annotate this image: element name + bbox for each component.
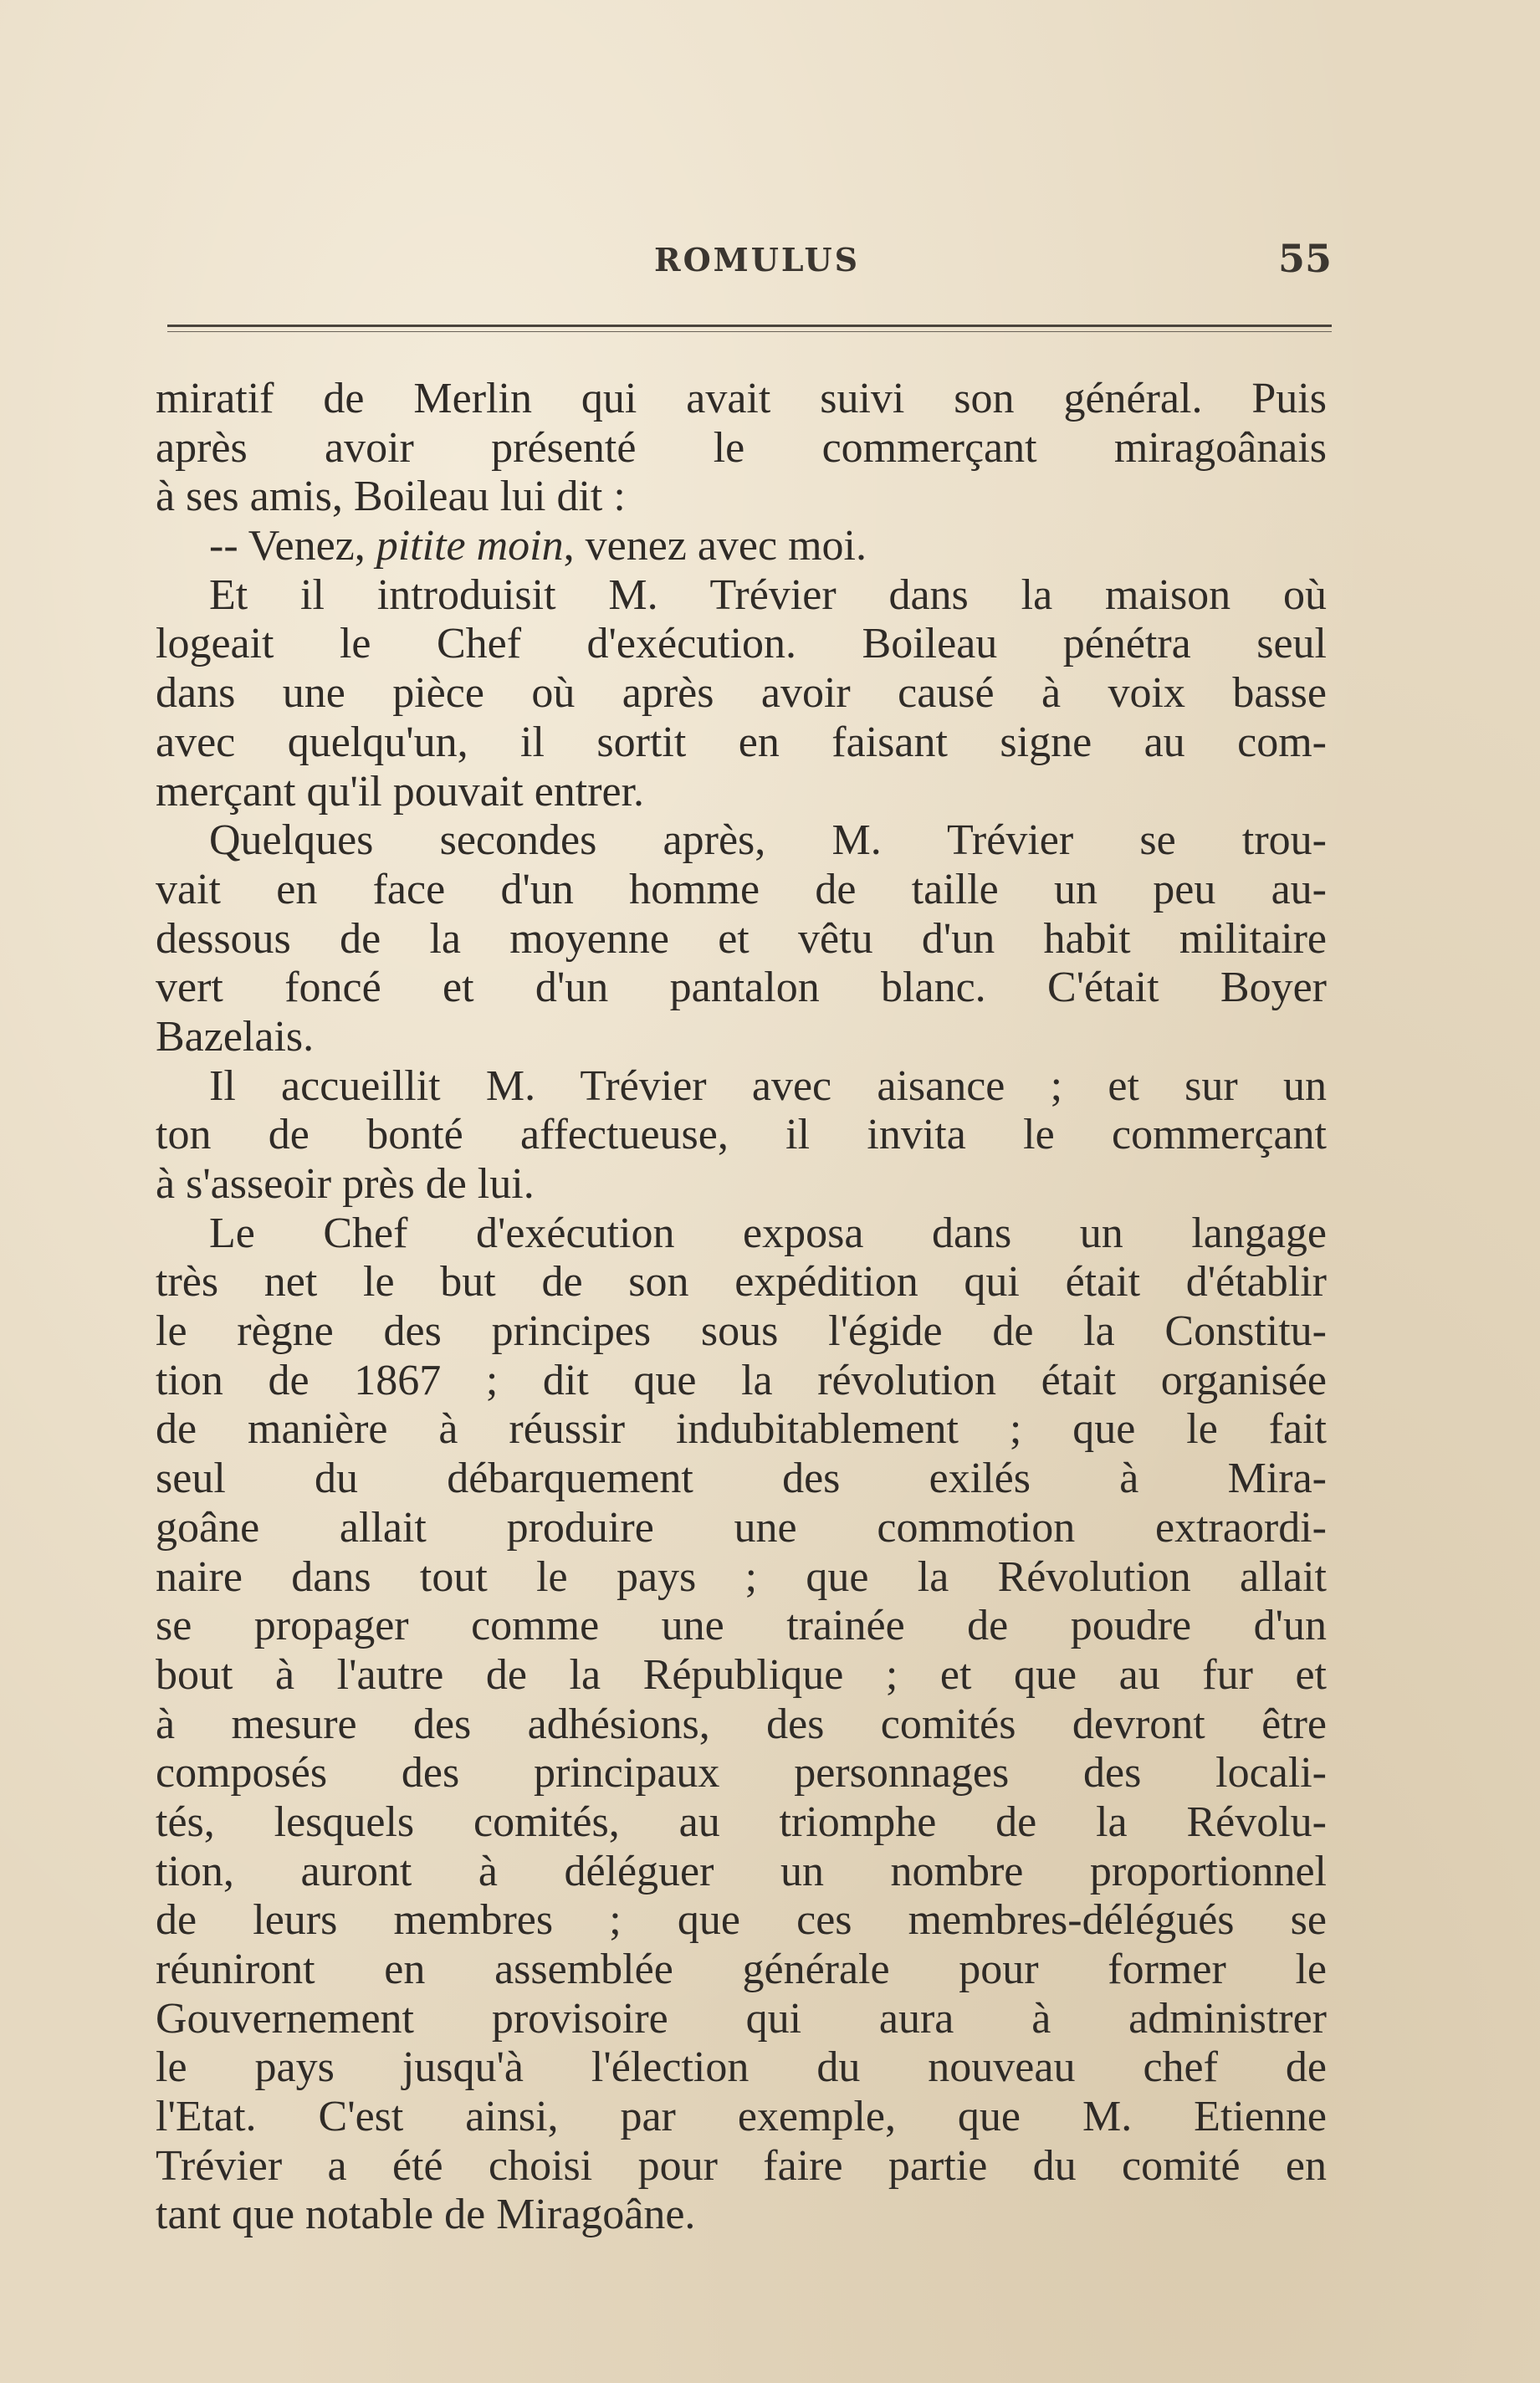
body-text [156,375,1327,2240]
text-line: seul du débarquement des exilés à Mira- [156,1455,1327,1503]
text-line: se propager comme une trainée de poudre d'un [156,1602,1327,1650]
text-line: Il accueillit M. Trévier avec aisance ; et sur un [209,1061,1327,1110]
text-line [156,522,1327,571]
text-line: avec quelqu'un, il sortit en faisant signe au com- [156,718,1327,766]
text-segment: , venez avec moi. [563,522,867,570]
header-rule-thin [167,331,1332,332]
text-line: dessous de la moyenne et vêtu d'un habit militaire [156,914,1327,963]
text-line: vert foncé et d'un pantalon blanc. C'était Boyer [156,964,1327,1012]
text-line: de manière à réussir indubitablement ; que le fait [156,1405,1327,1454]
text-line: miratif de Merlin qui avait suivi son général. Puis [156,375,1327,422]
text-line: à mesure des adhésions, des comités devront être [156,1700,1327,1748]
text-line: Et il introduisit M. Trévier dans la maison où [209,570,1327,619]
text-line: Quelques secondes après, M. Trévier se trou- [209,816,1327,865]
text-line: tant que notable de Miragoâne. [156,2191,696,2239]
text-line: Le Chef d'exécution exposa dans un langage [209,1209,1327,1257]
text-line: vait en face d'un homme de taille un peu au- [156,865,1327,913]
text-line: merçant qu'il pouvait entrer. [156,767,645,816]
text-line: à s'asseoir près de lui. [156,1160,535,1208]
text-line: tion de 1867 ; dit que la révolution était organisée [156,1356,1327,1404]
text-line: bout à l'autre de la République ; et que au fur et [156,1650,1327,1699]
text-line: tés, lesquels comités, au triomphe de la Révolu- [156,1797,1327,1846]
text-line: ton de bonté affectueuse, il invita le commerçant [156,1111,1327,1159]
running-title: ROMULUS [654,241,861,279]
text-line: de leurs membres ; que ces membres-délégués se [156,1896,1327,1945]
text-line: l'Etat. C'est ainsi, par exemple, que M. Etienne [156,2093,1327,2141]
text-line: réuniront en assemblée générale pour former le [156,1946,1327,1993]
text-line: à ses amis, Boileau lui dit : [156,473,626,521]
text-line: Bazelais. [156,1012,315,1061]
italic-phrase: pitite moin [376,522,564,570]
text-line: après avoir présenté le commerçant miragoânais [156,423,1327,472]
text-line: le pays jusqu'à l'élection du nouveau chef de [156,2043,1327,2092]
text-line: tion, auront à déléguer un nombre proportionnel [156,1847,1327,1895]
running-head [0,236,1540,291]
text-line: naire dans tout le pays ; que la Révolution allait [156,1552,1327,1601]
text-line: Gouvernement provisoire qui aura à administrer [156,1994,1327,2043]
text-line: logeait le Chef d'exécution. Boileau pénétra seul [156,620,1327,668]
text-segment: -- Venez, [209,522,376,570]
page-number: 55 [1278,236,1333,281]
text-line: dans une pièce où après avoir causé à voix basse [156,669,1327,718]
text-line: composés des principaux personnages des locali- [156,1749,1327,1797]
header-rule [167,325,1332,327]
text-line: très net le but de son expédition qui était d'établir [156,1258,1327,1307]
text-line: goâne allait produire une commotion extraordi- [156,1503,1327,1552]
text-line: Trévier a été choisi pour faire partie du comité en [156,2141,1327,2190]
text-line: le règne des principes sous l'égide de la Constitu- [156,1307,1327,1356]
